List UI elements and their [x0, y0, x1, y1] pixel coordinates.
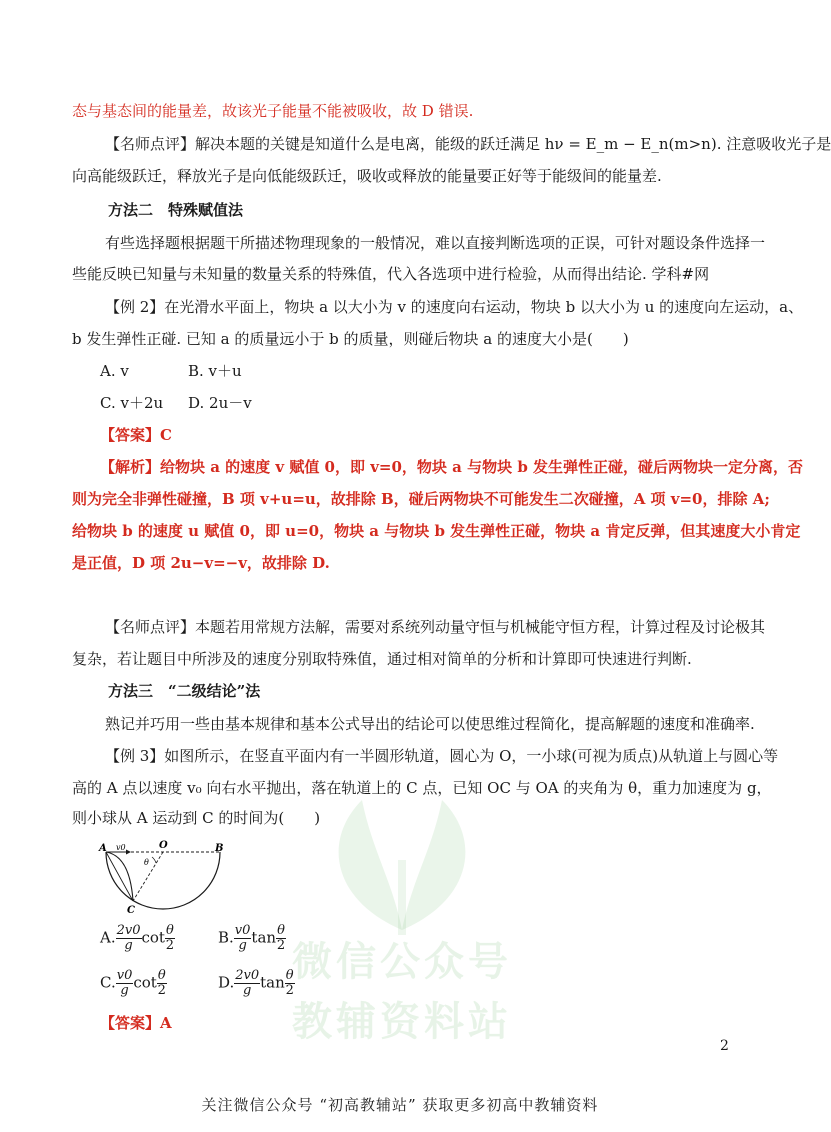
fraction: $\frac{\theta}{2}$: [157, 968, 166, 998]
page-number: 2: [720, 1038, 729, 1054]
section-heading: 方法三 “二级结论”法: [108, 682, 261, 700]
label-a: A: [99, 843, 107, 854]
label-o: O: [159, 840, 168, 851]
analysis-line: 【解析】给物块 a 的速度 v 赋值 0，即 v=0，物块 a 与物块 b 发生弹性正碰，碰后两物块一定分离，否: [100, 458, 804, 476]
example-question: 【例 2】在光滑水平面上，物块 a 以大小为 v 的速度向右运动，物块 b 以大小为 u 的速度向左运动，a、: [105, 298, 804, 316]
text-line: 高的 A 点以速度 v₀ 向右水平抛出，落在轨道上的 C 点，已知 OC 与 OA 的夹角为 θ，重力加速度为 g，: [72, 779, 772, 797]
option-b: B. v＋u: [188, 362, 242, 380]
label-v0: v0: [116, 843, 126, 852]
answer-label: 【答案】A: [100, 1014, 172, 1032]
answer-label: 【答案】C: [100, 426, 172, 444]
angle-arc: [152, 857, 156, 863]
trig-function: tan: [251, 928, 277, 947]
label-b: B: [215, 843, 224, 854]
option-b: [218, 924, 286, 953]
option-d: [218, 969, 295, 998]
analysis-line: 给物块 b 的速度 u 赋值 0，即 u=0，物块 a 与物块 b 发生弹性正碰，物块 a 肯定反弹，但其速度大小肯定: [72, 522, 801, 540]
fraction: $\frac{2v0}{g}$: [116, 923, 141, 953]
fraction: $\frac{v0}{g}$: [116, 968, 133, 998]
label-theta: θ: [144, 858, 149, 867]
fraction: $\frac{v0}{g}$: [234, 923, 251, 953]
velocity-arrowhead: [126, 850, 131, 855]
option-c: [100, 969, 167, 998]
analysis-line: 则为完全非弹性碰撞，B 项 v+u=u，故排除 B，碰后两物块不可能发生二次碰撞，A 项 v=0，排除 A;: [72, 490, 770, 508]
fraction: $\frac{\theta}{2}$: [165, 923, 175, 953]
semicircle-track-figure: [96, 840, 226, 920]
teacher-comment: 【名师点评】解决本题的关键是知道什么是电离，能级的跃迁满足 hν = E_m − E_n(m>n). 注意吸收光子是: [105, 135, 831, 153]
text-line: 些能反映已知量与未知量的数量关系的特殊值，代入各选项中进行检验，从而得出结论. 学科#网: [72, 265, 710, 283]
option-prefix: A.: [100, 928, 116, 947]
fraction: $\frac{2v0}{g}$: [235, 968, 260, 998]
option-a: [100, 924, 175, 953]
option-d: D. 2u－v: [188, 394, 252, 412]
semicircle-track: [106, 852, 220, 909]
option-a: A. v: [100, 362, 129, 380]
trig-function: cot: [133, 973, 157, 992]
fraction: $\frac{\theta}{2}$: [285, 968, 294, 998]
example-question: 【例 3】如图所示，在竖直平面内有一半圆形轨道，圆心为 O，一小球(可视为质点)从轨道上与圆心等: [105, 747, 779, 765]
option-prefix: D.: [218, 973, 235, 992]
watermark-text: 教辅资料站: [292, 999, 512, 1045]
text-line: 有些选择题根据题干所描述物理现象的一般情况，难以直接判断选项的正误，可针对题设条件选择一: [105, 234, 766, 252]
fraction: $\frac{\theta}{2}$: [276, 923, 286, 953]
text-line: 态与基态间的能量差，故该光子能量不能被吸收，故 D 错误.: [72, 102, 474, 120]
text-line: 复杂，若让题目中所涉及的速度分别取特殊值，通过相对简单的分析和计算即可快速进行判断.: [72, 650, 692, 668]
watermark-leaf-logo: [292, 780, 512, 940]
option-prefix: B.: [218, 928, 234, 947]
analysis-line: 是正值，D 项 2u−v=−v，故排除 D.: [72, 554, 330, 572]
trig-function: cot: [141, 928, 165, 947]
page-footer: 关注微信公众号 “初高教辅站” 获取更多初高中教辅资料: [201, 1096, 599, 1114]
option-c: C. v＋2u: [100, 394, 164, 412]
watermark-text: 微信公众号: [292, 939, 512, 985]
text-line: 向高能级跃迁，释放光子是向低能级跃迁，吸收或释放的能量要正好等于能级间的能量差.: [72, 167, 662, 185]
teacher-comment: 【名师点评】本题若用常规方法解，需要对系统列动量守恒与机械能守恒方程，计算过程及讨论极其: [105, 618, 766, 636]
text-line: b 发生弹性正碰. 已知 a 的质量远小于 b 的质量，则碰后物块 a 的速度大小是( ): [72, 330, 629, 348]
trig-function: tan: [260, 973, 285, 992]
text-line: 熟记并巧用一些由基本规律和基本公式导出的结论可以使思维过程简化，提高解题的速度和准确率.: [105, 715, 755, 733]
text-line: 则小球从 A 运动到 C 的时间为( ): [72, 809, 321, 827]
label-c: C: [127, 905, 135, 916]
option-prefix: C.: [100, 973, 116, 992]
section-heading: 方法二 特殊赋值法: [108, 201, 244, 219]
